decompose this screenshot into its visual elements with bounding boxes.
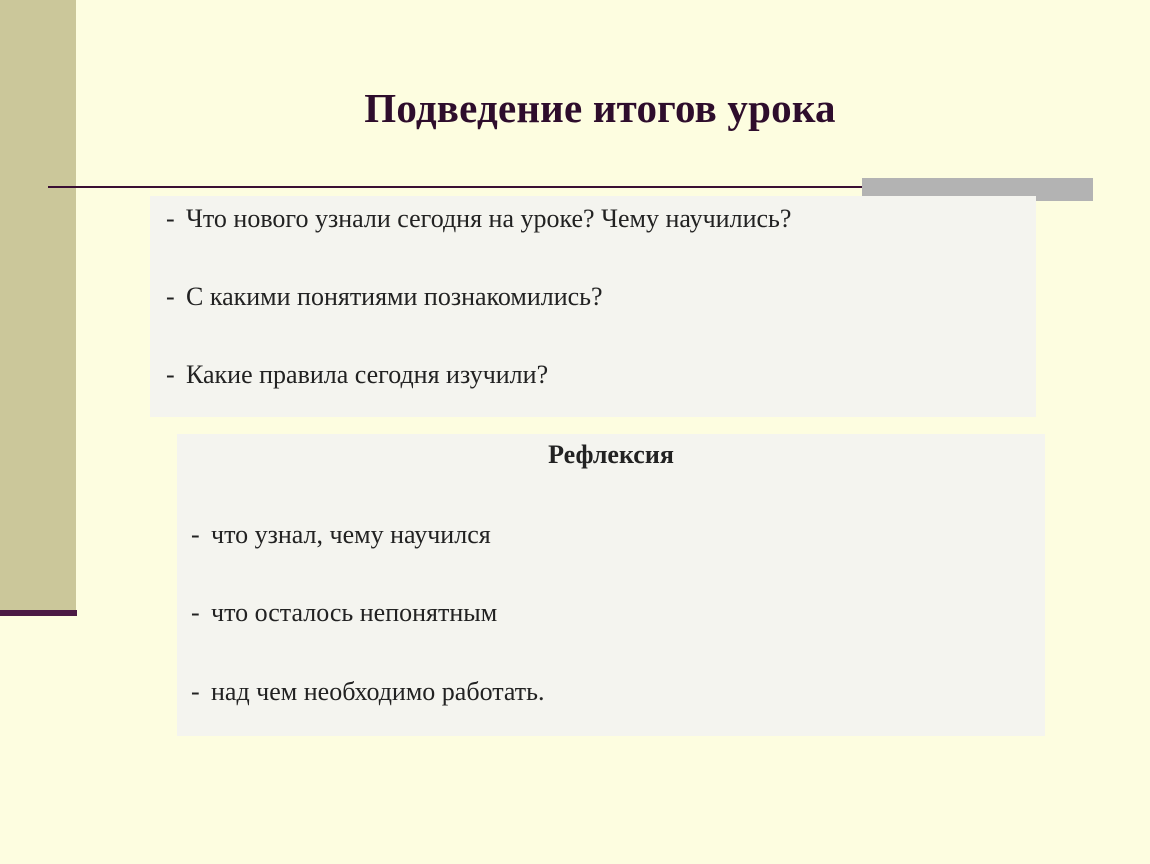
question-item — [166, 282, 603, 312]
reflection-item — [191, 520, 491, 550]
question-text: Что нового узнали сегодня на уроке? Чему научились? — [186, 204, 792, 233]
reflection-box — [177, 434, 1045, 736]
bullet-dash: - — [166, 360, 175, 389]
reflection-item — [191, 598, 497, 628]
left-decor-bar — [0, 0, 76, 612]
question-text: Какие правила сегодня изучили? — [186, 360, 549, 389]
bullet-dash: - — [191, 520, 200, 549]
question-item — [166, 360, 548, 390]
bullet-dash: - — [166, 204, 175, 233]
question-item — [166, 204, 791, 234]
reflection-title: Рефлексия — [548, 440, 674, 469]
left-decor-accent-line — [0, 610, 77, 616]
reflection-item — [191, 677, 545, 707]
reflection-text: что осталось непонятным — [211, 598, 498, 627]
bullet-dash: - — [166, 282, 175, 311]
slide-title: Подведение итогов урока — [364, 85, 836, 131]
bullet-dash: - — [191, 598, 200, 627]
reflection-text: что узнал, чему научился — [211, 520, 491, 549]
questions-box — [150, 196, 1036, 417]
question-text: С какими понятиями познакомились? — [186, 282, 603, 311]
reflection-text: над чем необходимо работать. — [211, 677, 545, 706]
bullet-dash: - — [191, 677, 200, 706]
